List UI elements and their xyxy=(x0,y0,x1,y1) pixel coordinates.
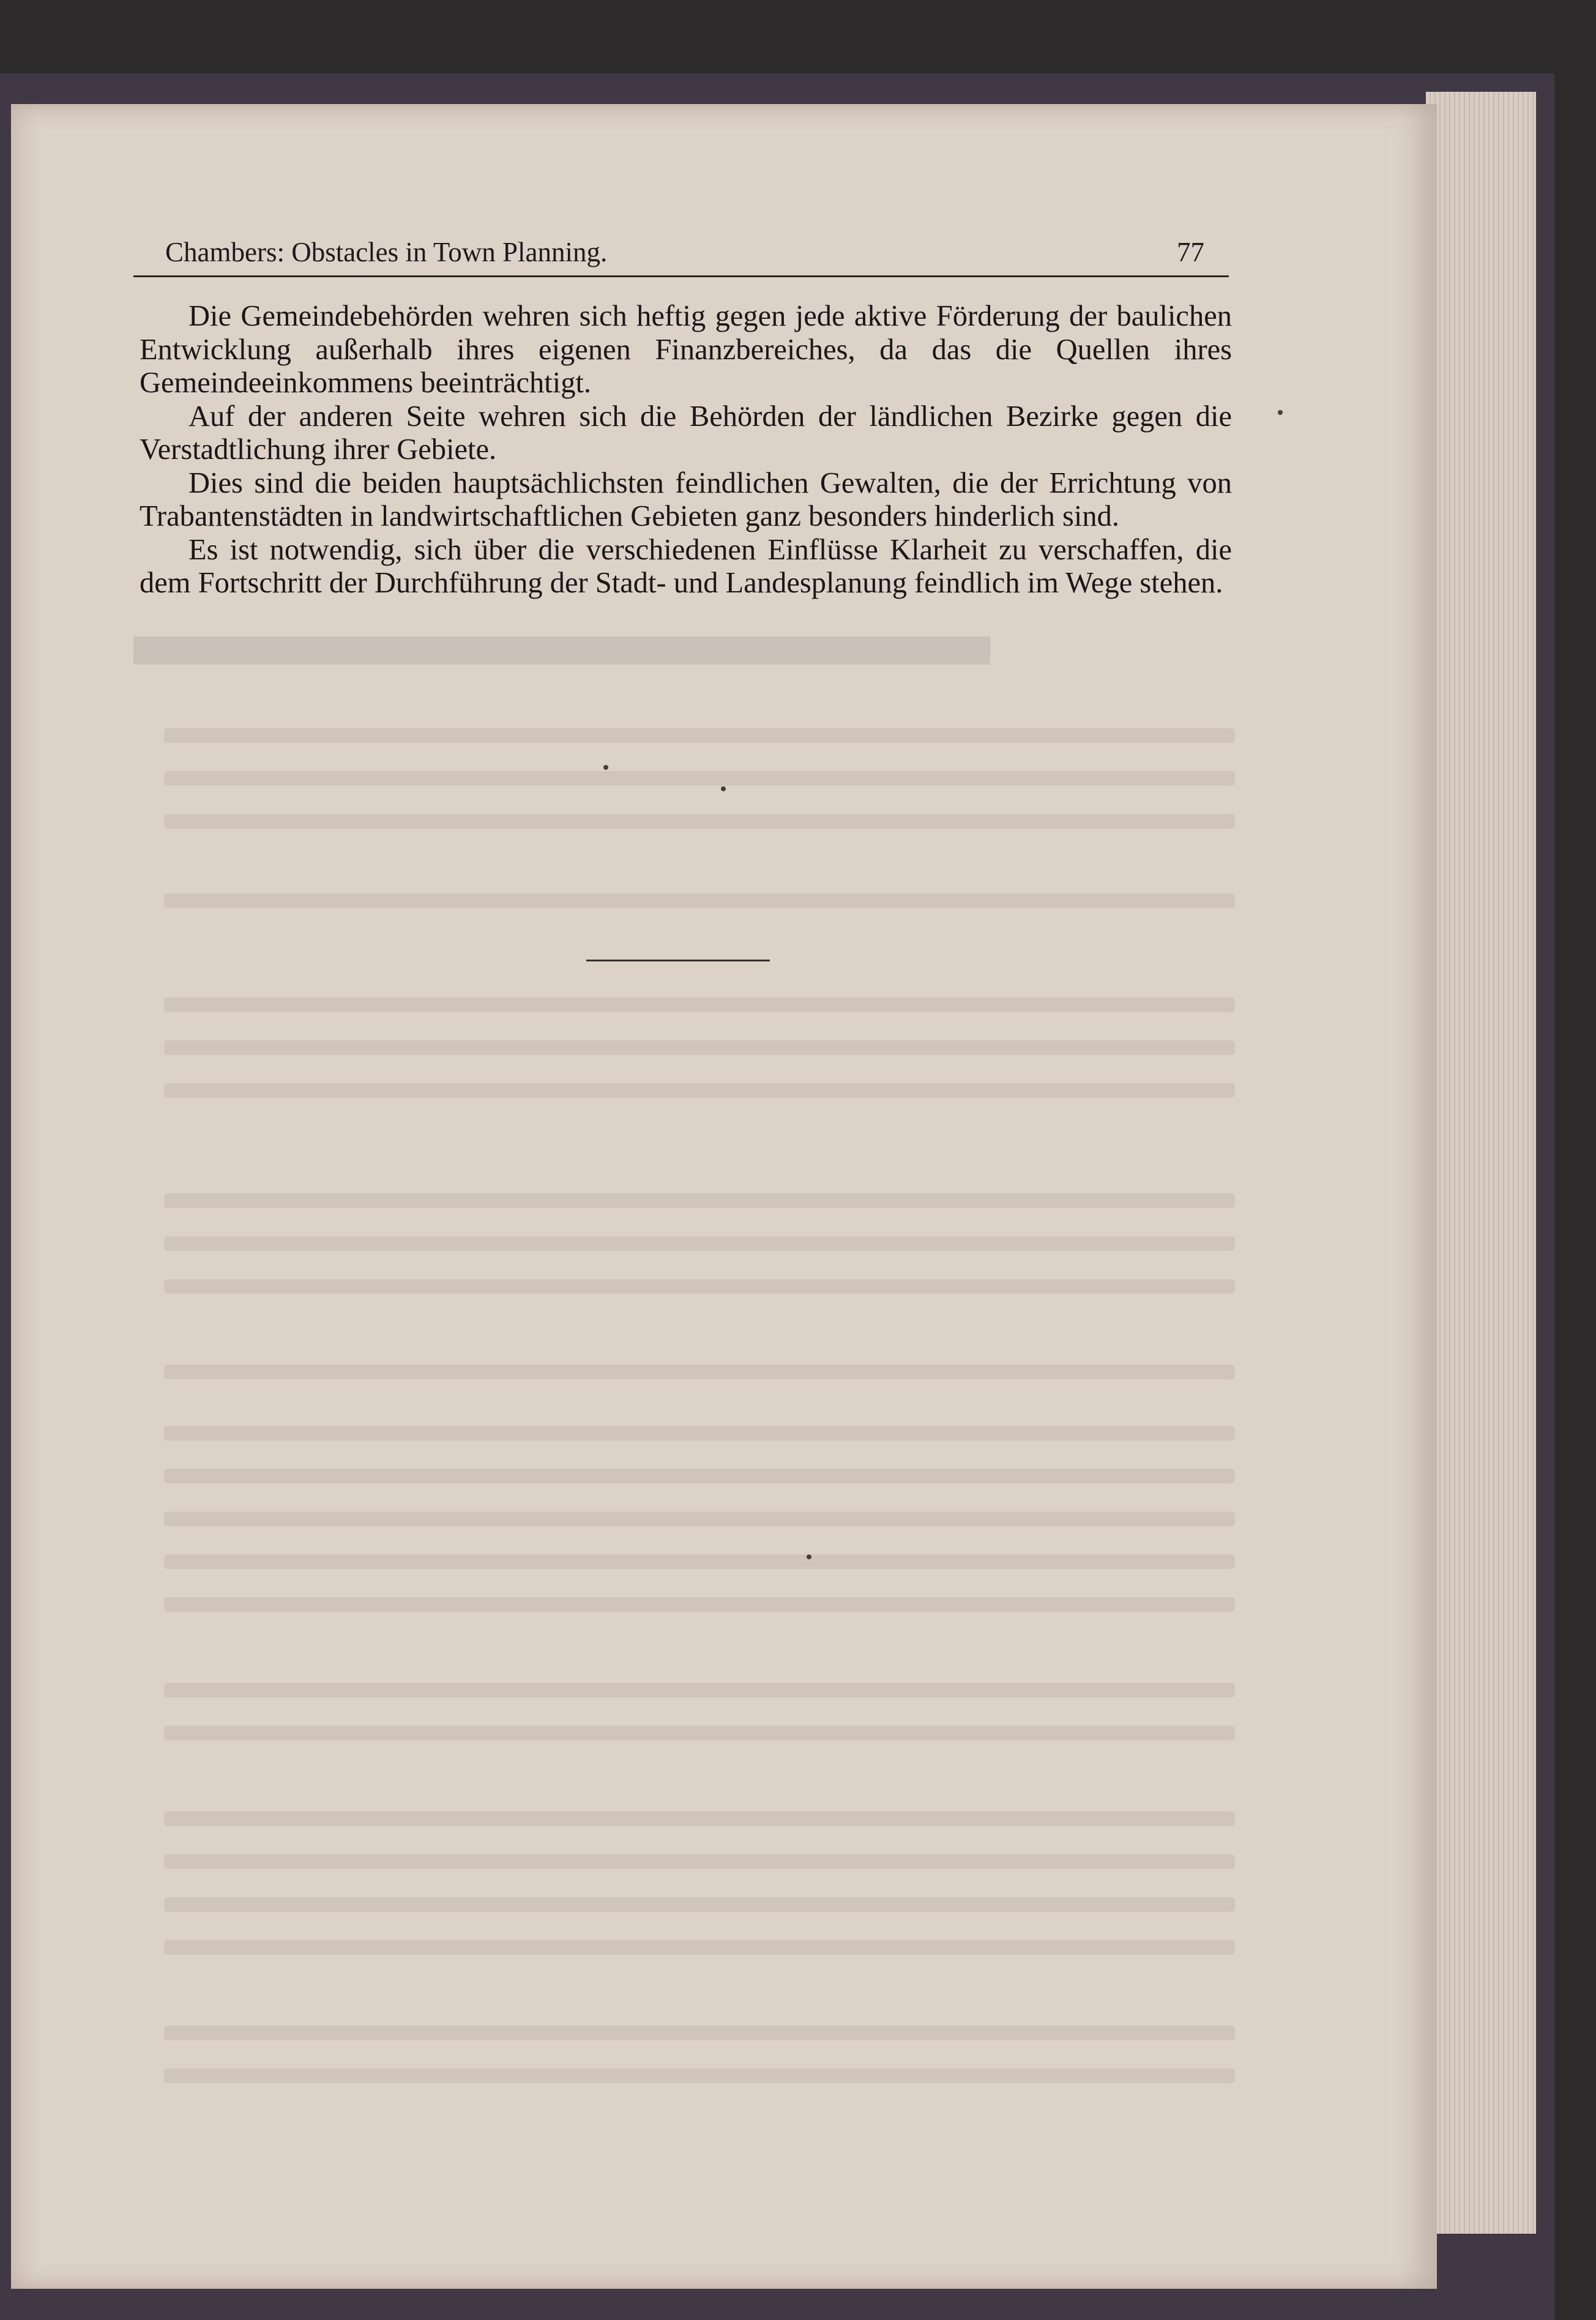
book-page xyxy=(11,104,1437,2289)
bleed-through-line xyxy=(164,1040,1235,1055)
paragraph: Es ist notwendig, sich über die verschiedenen Einflüsse Klarheit zu verschaffen, die dem Fortschritt der Durchführung der Stadt- und Landesplanung feindlich im Wege stehen. xyxy=(140,533,1232,599)
ink-speck xyxy=(721,786,726,791)
bleed-through-line xyxy=(164,1512,1235,1526)
page-edges xyxy=(1426,92,1536,2234)
ink-speck xyxy=(807,1554,811,1559)
bleed-through-line xyxy=(164,1597,1235,1612)
body-text xyxy=(140,300,1232,600)
bleed-through-line xyxy=(164,1726,1235,1740)
bleed-through-line xyxy=(164,998,1235,1012)
bleed-through-line xyxy=(164,814,1235,829)
bleed-through-line xyxy=(164,893,1235,908)
running-header xyxy=(133,226,1229,277)
bleed-through-line xyxy=(164,1554,1235,1569)
bleed-through-line xyxy=(164,1469,1235,1483)
bleed-through-line xyxy=(164,1236,1235,1251)
bleed-through-line xyxy=(164,2068,1235,2083)
ink-speck xyxy=(603,765,608,770)
ink-speck xyxy=(1278,410,1283,415)
bleed-through-line xyxy=(164,1426,1235,1441)
paragraph: Dies sind die beiden hauptsächlichsten feindlichen Gewalten, die der Errichtung von Trabantenstädten in landwirtschaftlichen Gebieten ganz besonders hinderlich sind. xyxy=(140,466,1232,532)
bleed-through-line xyxy=(164,1193,1235,1208)
bleed-through-heading xyxy=(133,636,990,665)
bleed-through-line xyxy=(164,771,1235,786)
bleed-through-line xyxy=(164,1811,1235,1826)
section-divider xyxy=(586,960,770,961)
bleed-through-line xyxy=(164,1683,1235,1698)
bleed-through-line xyxy=(164,1940,1235,1955)
bleed-through-line xyxy=(164,1365,1235,1379)
bleed-through-line xyxy=(164,1854,1235,1869)
bleed-through-line xyxy=(164,1279,1235,1294)
bleed-through-line xyxy=(164,728,1235,743)
page-number: 77 xyxy=(1177,237,1204,267)
paragraph: Auf der anderen Seite wehren sich die Behörden der ländlichen Bezirke gegen die Verstadtlichung ihrer Gebiete. xyxy=(140,400,1232,466)
paragraph: Die Gemeindebehörden wehren sich heftig gegen jede aktive Förderung der baulichen Entwicklung außerhalb ihres eigenen Finanzbereiches, da das die Quellen ihres Gemeindeeinkommens beeinträchtigt. xyxy=(140,300,1232,399)
bleed-through-line xyxy=(164,1083,1235,1098)
bleed-through-line xyxy=(164,1897,1235,1912)
bleed-through-line xyxy=(164,2026,1235,2040)
running-title: Chambers: Obstacles in Town Planning. xyxy=(165,237,608,267)
